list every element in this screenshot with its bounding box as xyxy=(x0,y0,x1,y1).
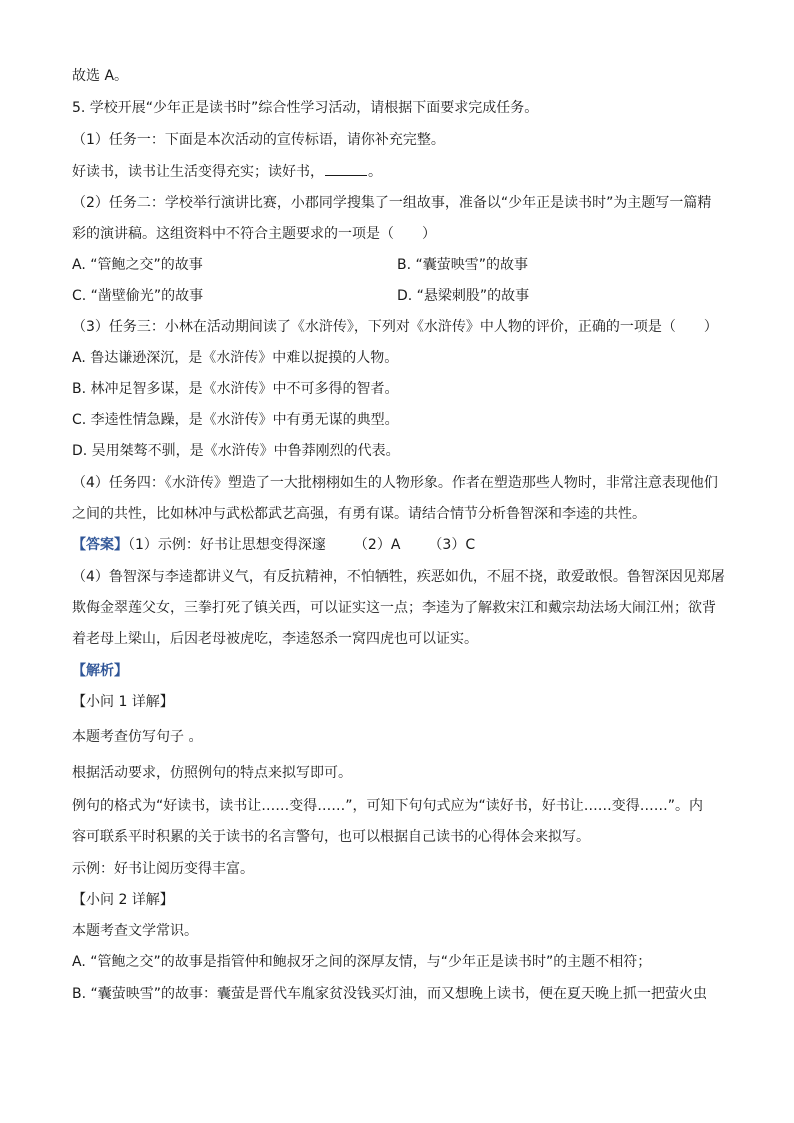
analysis-tag: 【解析】 xyxy=(72,663,128,679)
slogan-text: 好读书，读书让生活变得充实；读好书， xyxy=(72,164,324,180)
analysis-example: 示例：好书让阅历变得丰富。 xyxy=(72,861,254,877)
analysis-text: A. “管鲍之交”的故事是指管仲和鲍叔牙之间的深厚友情，与“少年正是读书时”的主题不相符； xyxy=(72,954,652,970)
option-d: D. “悬梁刺股”的故事 xyxy=(397,288,530,304)
analysis-text: B. “囊萤映雪”的故事：囊萤是晋代车胤家贫没钱买灯油，而又想晚上读书，便在夏天晚上抓一把萤火虫 xyxy=(72,986,708,1002)
subquestion-2-header: 【小问 2 详解】 xyxy=(72,892,174,908)
question-5-stem: 5. 学校开展“少年正是读书时”综合性学习活动，请根据下面要求完成任务。 xyxy=(72,100,539,116)
analysis-text: 本题考查文学常识。 xyxy=(72,923,198,939)
text-line: 故选 A。 xyxy=(72,68,129,84)
task-3-option-a: A. 鲁达谦逊深沉，是《水浒传》中难以捉摸的人物。 xyxy=(72,350,399,366)
answer-1: （1）示例：好书让思想变得深邃 xyxy=(128,537,326,553)
subquestion-1-header: 【小问 1 详解】 xyxy=(72,694,174,710)
answer-4-line-3: 着老母上梁山，后因老母被虎吃，李逵怒杀一窝四虎也可以证实。 xyxy=(72,631,478,647)
analysis-text: 本题考查仿写句子 。 xyxy=(72,729,203,745)
task-4-prompt-cont: 之间的共性，比如林冲与武松都武艺高强，有勇有谋。请结合情节分析鲁智深和李逵的共性。 xyxy=(72,506,646,522)
task-3-prompt: （3）任务三：小林在活动期间读了《水浒传》，下列对《水浒传》中人物的评价，正确的一项是（ ） xyxy=(72,319,718,335)
slogan-end: 。 xyxy=(368,164,382,180)
task-4-prompt: （4）任务四：《水浒传》塑造了一大批栩栩如生的人物形象。作者在塑造那些人物时，非常注意表现他们 xyxy=(72,475,718,491)
answer-line xyxy=(72,536,475,554)
task-2-prompt: （2）任务二：学校举行演讲比赛，小郡同学搜集了一组故事，准备以“少年正是读书时”为主题写一篇精 xyxy=(72,195,712,211)
answer-3: （3）C xyxy=(428,537,476,553)
task-3-option-c: C. 李逵性情急躁，是《水浒传》中有勇无谋的典型。 xyxy=(72,412,399,428)
answer-2: （2）A xyxy=(353,537,401,553)
task-1-prompt: （1）任务一：下面是本次活动的宣传标语，请你补充完整。 xyxy=(72,132,445,148)
fill-blank xyxy=(325,162,367,176)
option-a: A. “管鲍之交”的故事 xyxy=(72,257,203,273)
task-3-option-d: D. 吴用桀骜不驯，是《水浒传》中鲁莽刚烈的代表。 xyxy=(72,443,400,459)
task-3-option-b: B. 林冲足智多谋，是《水浒传》中不可多得的智者。 xyxy=(72,381,399,397)
answer-4-line-1: （4）鲁智深与李逵都讲义气，有反抗精神，不怕牺牲，疾恶如仇，不屈不挠，敢爱敢恨。鲁智深因见郑屠 xyxy=(72,569,725,585)
slogan-line xyxy=(72,162,382,181)
task-2-prompt-cont: 彩的演讲稿。这组资料中不符合主题要求的一项是（ ） xyxy=(72,226,436,242)
analysis-text: 根据活动要求，仿照例句的特点来拟写即可。 xyxy=(72,765,352,781)
analysis-text: 容可联系平时积累的关于读书的名言警句，也可以根据自己读书的心得体会来拟写。 xyxy=(72,829,590,845)
option-c: C. “凿壁偷光”的故事 xyxy=(72,288,204,304)
answer-4-line-2: 欺侮金翠莲父女，三拳打死了镇关西，可以证实这一点；李逵为了解救宋江和戴宗劫法场大闹江州；欲背 xyxy=(72,600,716,616)
analysis-text: 例句的格式为“好读书，读书让……变得……”，可知下句句式应为“读好书，好书让……变得……”。内 xyxy=(72,798,704,814)
answer-tag: 【答案】 xyxy=(72,537,128,553)
option-b: B. “囊萤映雪”的故事 xyxy=(397,257,529,273)
